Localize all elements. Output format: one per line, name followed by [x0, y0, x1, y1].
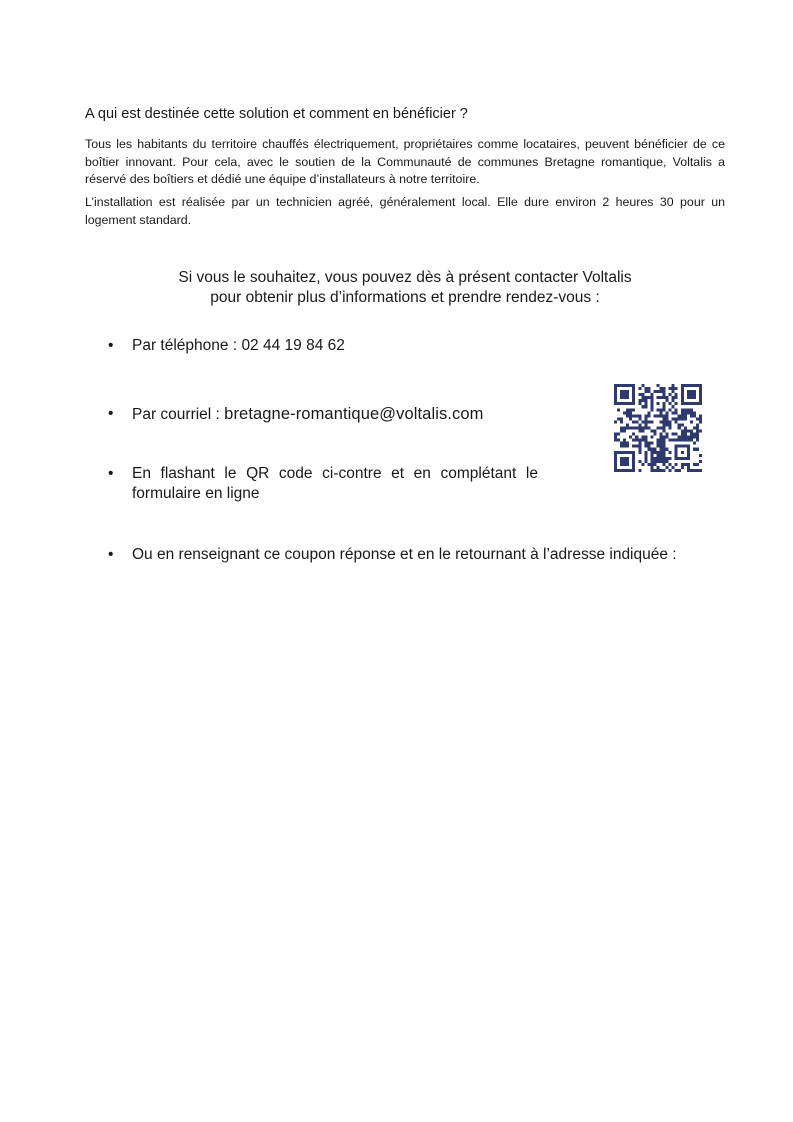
paragraph-eligibility: Tous les habitants du territoire chauffés électriquement, propriétaires comme locataires, peuvent bénéficier de ce boîtier innovant. Pour cela, avec le soutien de la Communauté de communes Bretagne romantique, Voltalis a réservé des boîtiers et dédié une équipe d’installateurs à notre territoire. [85, 137, 725, 186]
email-link[interactable]: bretagne-romantique@voltalis.com [224, 405, 484, 423]
paragraph-installation: L’installation est réalisée par un technicien agréé, généralement local. Elle dure environ 2 heures 30 pour un logement standard. [85, 195, 725, 227]
qr-code-icon[interactable] [614, 384, 702, 472]
qr-text: En flashant le QR code ci-contre et en complétant le formulaire en ligne [132, 465, 538, 502]
bullet-symbol: • [108, 337, 114, 354]
contact-intro-line-2: pour obtenir plus d’informations et prendre rendez-vous : [210, 289, 600, 306]
email-line [132, 404, 484, 425]
section-heading: A qui est destinée cette solution et comment en bénéficier ? [85, 106, 468, 122]
email-prefix: Par courriel : [132, 406, 225, 423]
contact-intro [85, 268, 725, 308]
phone-text: Par téléphone : 02 44 19 84 62 [132, 337, 345, 354]
bullet-symbol: • [108, 465, 114, 482]
coupon-text: Ou en renseignant ce coupon réponse et en le retournant à l’adresse indiquée : [132, 546, 677, 563]
bullet-symbol: • [108, 546, 114, 563]
contact-intro-line-1: Si vous le souhaitez, vous pouvez dès à présent contacter Voltalis [178, 269, 632, 286]
bullet-symbol: • [108, 405, 114, 422]
